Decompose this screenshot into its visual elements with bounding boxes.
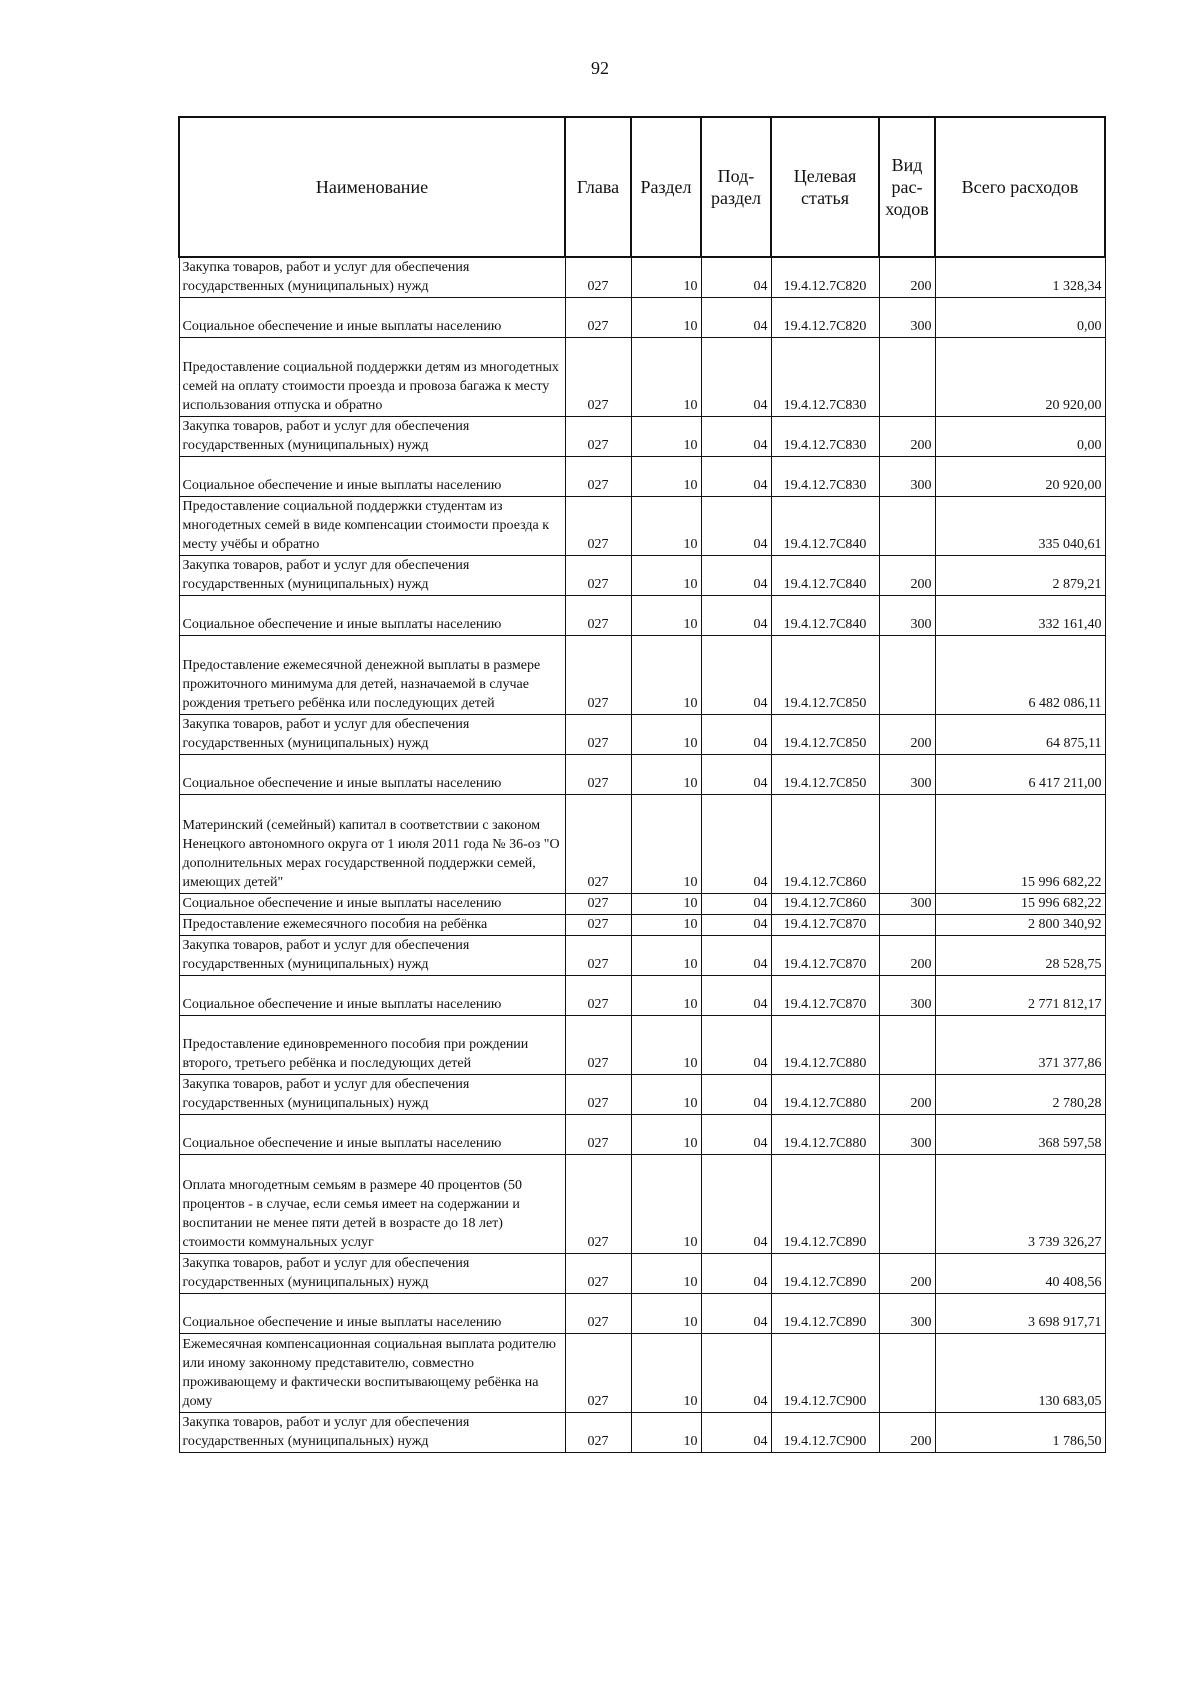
row-article: 19.4.12.7С830 <box>771 338 879 417</box>
row-total: 2 771 812,17 <box>935 976 1105 1016</box>
row-total: 2 800 340,92 <box>935 915 1105 936</box>
row-chapter: 027 <box>565 894 631 915</box>
row-name: Социальное обеспечение и иные выплаты населению <box>179 457 565 497</box>
table-body <box>179 257 1105 1453</box>
table-row <box>179 1115 1105 1155</box>
row-article: 19.4.12.7С820 <box>771 257 879 298</box>
row-expense-type <box>879 795 935 894</box>
table-row <box>179 298 1105 338</box>
row-name: Закупка товаров, работ и услуг для обеспечения государственных (муниципальных) нужд <box>179 257 565 298</box>
row-section: 10 <box>631 915 701 936</box>
row-name: Предоставление социальной поддержки детям из многодетных семей на оплату стоимости проезда и провоза багажа к месту использования отпуска и обратно <box>179 338 565 417</box>
table-row <box>179 257 1105 298</box>
row-total: 371 377,86 <box>935 1016 1105 1075</box>
row-expense-type: 200 <box>879 715 935 755</box>
row-name: Предоставление социальной поддержки студентам из многодетных семей в виде компенсации стоимости проезда к месту учёбы и обратно <box>179 497 565 556</box>
row-expense-type: 200 <box>879 1075 935 1115</box>
row-total: 368 597,58 <box>935 1115 1105 1155</box>
row-total: 3 698 917,71 <box>935 1294 1105 1334</box>
row-section: 10 <box>631 1294 701 1334</box>
row-section: 10 <box>631 636 701 715</box>
row-article: 19.4.12.7С890 <box>771 1254 879 1294</box>
table-row <box>179 338 1105 417</box>
row-chapter: 027 <box>565 1075 631 1115</box>
row-chapter: 027 <box>565 497 631 556</box>
row-name: Закупка товаров, работ и услуг для обеспечения государственных (муниципальных) нужд <box>179 417 565 457</box>
row-total: 15 996 682,22 <box>935 894 1105 915</box>
row-article: 19.4.12.7С880 <box>771 1016 879 1075</box>
row-name: Закупка товаров, работ и услуг для обеспечения государственных (муниципальных) нужд <box>179 1413 565 1453</box>
row-name: Предоставление единовременного пособия при рождении второго, третьего ребёнка и последующих детей <box>179 1016 565 1075</box>
row-section: 10 <box>631 457 701 497</box>
row-article: 19.4.12.7С890 <box>771 1294 879 1334</box>
row-subsection: 04 <box>701 556 771 596</box>
table-row <box>179 497 1105 556</box>
row-article: 19.4.12.7С840 <box>771 596 879 636</box>
table-row <box>179 1254 1105 1294</box>
row-total: 0,00 <box>935 298 1105 338</box>
row-total: 335 040,61 <box>935 497 1105 556</box>
row-chapter: 027 <box>565 976 631 1016</box>
row-subsection: 04 <box>701 755 771 795</box>
table-header-row <box>179 117 1105 257</box>
row-expense-type <box>879 338 935 417</box>
header-chapter: Глава <box>565 117 631 257</box>
row-chapter: 027 <box>565 257 631 298</box>
row-article: 19.4.12.7С840 <box>771 497 879 556</box>
budget-table <box>178 116 1106 1453</box>
row-total: 0,00 <box>935 417 1105 457</box>
table-row <box>179 1294 1105 1334</box>
row-total: 15 996 682,22 <box>935 795 1105 894</box>
row-expense-type <box>879 915 935 936</box>
row-subsection: 04 <box>701 497 771 556</box>
row-article: 19.4.12.7С850 <box>771 715 879 755</box>
row-expense-type <box>879 636 935 715</box>
row-subsection: 04 <box>701 1334 771 1413</box>
row-total: 40 408,56 <box>935 1254 1105 1294</box>
row-subsection: 04 <box>701 1155 771 1254</box>
row-total: 6 482 086,11 <box>935 636 1105 715</box>
row-subsection: 04 <box>701 1075 771 1115</box>
header-name: Наименование <box>179 117 565 257</box>
row-article: 19.4.12.7С870 <box>771 976 879 1016</box>
row-total: 6 417 211,00 <box>935 755 1105 795</box>
table-row <box>179 1075 1105 1115</box>
table-row <box>179 596 1105 636</box>
row-chapter: 027 <box>565 1294 631 1334</box>
row-chapter: 027 <box>565 936 631 976</box>
row-total: 1 328,34 <box>935 257 1105 298</box>
row-chapter: 027 <box>565 715 631 755</box>
table-row <box>179 894 1105 915</box>
row-article: 19.4.12.7С830 <box>771 457 879 497</box>
row-chapter: 027 <box>565 1016 631 1075</box>
row-section: 10 <box>631 1075 701 1115</box>
row-subsection: 04 <box>701 976 771 1016</box>
row-article: 19.4.12.7С830 <box>771 417 879 457</box>
row-expense-type: 300 <box>879 894 935 915</box>
row-chapter: 027 <box>565 1334 631 1413</box>
row-name: Социальное обеспечение и иные выплаты населению <box>179 755 565 795</box>
row-subsection: 04 <box>701 596 771 636</box>
table-row <box>179 636 1105 715</box>
row-section: 10 <box>631 1115 701 1155</box>
row-article: 19.4.12.7С870 <box>771 915 879 936</box>
row-name: Социальное обеспечение и иные выплаты населению <box>179 976 565 1016</box>
row-chapter: 027 <box>565 596 631 636</box>
row-total: 20 920,00 <box>935 338 1105 417</box>
row-total: 130 683,05 <box>935 1334 1105 1413</box>
row-name: Закупка товаров, работ и услуг для обеспечения государственных (муниципальных) нужд <box>179 715 565 755</box>
row-section: 10 <box>631 1016 701 1075</box>
row-section: 10 <box>631 755 701 795</box>
row-section: 10 <box>631 1155 701 1254</box>
row-expense-type: 300 <box>879 596 935 636</box>
row-section: 10 <box>631 556 701 596</box>
row-subsection: 04 <box>701 795 771 894</box>
row-article: 19.4.12.7С840 <box>771 556 879 596</box>
row-subsection: 04 <box>701 894 771 915</box>
row-expense-type: 300 <box>879 457 935 497</box>
row-section: 10 <box>631 417 701 457</box>
row-section: 10 <box>631 497 701 556</box>
row-section: 10 <box>631 596 701 636</box>
row-name: Материнский (семейный) капитал в соответствии с законом Ненецкого автономного округа от 1 июля 2011 года № 36-оз "О дополнительных мерах государственной поддержки семей, имеющих детей" <box>179 795 565 894</box>
row-article: 19.4.12.7С860 <box>771 795 879 894</box>
row-expense-type <box>879 1334 935 1413</box>
row-article: 19.4.12.7С880 <box>771 1115 879 1155</box>
row-total: 332 161,40 <box>935 596 1105 636</box>
row-chapter: 027 <box>565 457 631 497</box>
table-row <box>179 556 1105 596</box>
row-chapter: 027 <box>565 417 631 457</box>
row-section: 10 <box>631 1254 701 1294</box>
row-chapter: 027 <box>565 636 631 715</box>
row-expense-type: 200 <box>879 1254 935 1294</box>
row-name: Социальное обеспечение и иные выплаты населению <box>179 1294 565 1334</box>
row-total: 20 920,00 <box>935 457 1105 497</box>
row-subsection: 04 <box>701 298 771 338</box>
table-row <box>179 795 1105 894</box>
row-section: 10 <box>631 894 701 915</box>
row-chapter: 027 <box>565 915 631 936</box>
table-row <box>179 936 1105 976</box>
row-article: 19.4.12.7С880 <box>771 1075 879 1115</box>
table-row <box>179 1155 1105 1254</box>
row-expense-type: 200 <box>879 417 935 457</box>
row-chapter: 027 <box>565 1115 631 1155</box>
row-subsection: 04 <box>701 1016 771 1075</box>
row-article: 19.4.12.7С900 <box>771 1413 879 1453</box>
row-subsection: 04 <box>701 936 771 976</box>
row-article: 19.4.12.7С870 <box>771 936 879 976</box>
row-name: Оплата многодетным семьям в размере 40 процентов (50 процентов - в случае, если семья имеет на содержании и воспитании не менее пяти детей в возрасте до 18 лет) стоимости коммунальных услуг <box>179 1155 565 1254</box>
table-row <box>179 1334 1105 1413</box>
row-name: Закупка товаров, работ и услуг для обеспечения государственных (муниципальных) нужд <box>179 1254 565 1294</box>
row-expense-type: 300 <box>879 1115 935 1155</box>
row-expense-type: 300 <box>879 298 935 338</box>
header-section: Раздел <box>631 117 701 257</box>
row-subsection: 04 <box>701 1294 771 1334</box>
row-article: 19.4.12.7С850 <box>771 755 879 795</box>
table-row <box>179 1016 1105 1075</box>
row-section: 10 <box>631 1334 701 1413</box>
row-name: Социальное обеспечение и иные выплаты населению <box>179 1115 565 1155</box>
row-name: Закупка товаров, работ и услуг для обеспечения государственных (муниципальных) нужд <box>179 936 565 976</box>
row-expense-type: 200 <box>879 556 935 596</box>
row-section: 10 <box>631 1413 701 1453</box>
row-section: 10 <box>631 976 701 1016</box>
row-total: 1 786,50 <box>935 1413 1105 1453</box>
row-expense-type: 300 <box>879 755 935 795</box>
row-article: 19.4.12.7С890 <box>771 1155 879 1254</box>
row-chapter: 027 <box>565 1254 631 1294</box>
table-row <box>179 457 1105 497</box>
row-section: 10 <box>631 936 701 976</box>
row-chapter: 027 <box>565 1413 631 1453</box>
header-total: Всего расходов <box>935 117 1105 257</box>
row-article: 19.4.12.7С860 <box>771 894 879 915</box>
row-section: 10 <box>631 338 701 417</box>
row-subsection: 04 <box>701 915 771 936</box>
row-total: 64 875,11 <box>935 715 1105 755</box>
row-subsection: 04 <box>701 1254 771 1294</box>
row-chapter: 027 <box>565 795 631 894</box>
row-expense-type: 200 <box>879 257 935 298</box>
row-name: Социальное обеспечение и иные выплаты населению <box>179 596 565 636</box>
row-chapter: 027 <box>565 556 631 596</box>
row-section: 10 <box>631 298 701 338</box>
row-section: 10 <box>631 795 701 894</box>
row-name: Социальное обеспечение и иные выплаты населению <box>179 894 565 915</box>
row-subsection: 04 <box>701 257 771 298</box>
row-subsection: 04 <box>701 338 771 417</box>
row-total: 28 528,75 <box>935 936 1105 976</box>
row-total: 2 879,21 <box>935 556 1105 596</box>
row-name: Социальное обеспечение и иные выплаты населению <box>179 298 565 338</box>
header-expense-type: Вид рас-ходов <box>879 117 935 257</box>
row-section: 10 <box>631 257 701 298</box>
table-row <box>179 755 1105 795</box>
row-expense-type <box>879 497 935 556</box>
row-article: 19.4.12.7С820 <box>771 298 879 338</box>
header-target-article: Целевая статья <box>771 117 879 257</box>
row-chapter: 027 <box>565 1155 631 1254</box>
row-subsection: 04 <box>701 417 771 457</box>
row-expense-type <box>879 1016 935 1075</box>
row-name: Предоставление ежемесячного пособия на ребёнка <box>179 915 565 936</box>
row-expense-type: 200 <box>879 936 935 976</box>
table-row <box>179 976 1105 1016</box>
table-row <box>179 417 1105 457</box>
header-subsection: Под-раздел <box>701 117 771 257</box>
row-article: 19.4.12.7С900 <box>771 1334 879 1413</box>
row-subsection: 04 <box>701 457 771 497</box>
row-name: Ежемесячная компенсационная социальная выплата родителю или иному законному представителю, совместно проживающему и фактически воспитывающему ребёнка на дому <box>179 1334 565 1413</box>
table-row <box>179 1413 1105 1453</box>
row-subsection: 04 <box>701 1115 771 1155</box>
page-number: 92 <box>591 58 609 78</box>
row-name: Предоставление ежемесячной денежной выплаты в размере прожиточного минимума для детей, назначаемой в случае рождения третьего ребёнка или последующих детей <box>179 636 565 715</box>
row-article: 19.4.12.7С850 <box>771 636 879 715</box>
row-expense-type: 300 <box>879 1294 935 1334</box>
row-chapter: 027 <box>565 338 631 417</box>
row-chapter: 027 <box>565 298 631 338</box>
row-subsection: 04 <box>701 1413 771 1453</box>
row-expense-type: 300 <box>879 976 935 1016</box>
row-chapter: 027 <box>565 755 631 795</box>
row-total: 2 780,28 <box>935 1075 1105 1115</box>
row-name: Закупка товаров, работ и услуг для обеспечения государственных (муниципальных) нужд <box>179 1075 565 1115</box>
table-row <box>179 915 1105 936</box>
row-subsection: 04 <box>701 715 771 755</box>
row-expense-type: 200 <box>879 1413 935 1453</box>
row-name: Закупка товаров, работ и услуг для обеспечения государственных (муниципальных) нужд <box>179 556 565 596</box>
table-row <box>179 715 1105 755</box>
row-total: 3 739 326,27 <box>935 1155 1105 1254</box>
row-section: 10 <box>631 715 701 755</box>
row-subsection: 04 <box>701 636 771 715</box>
row-expense-type <box>879 1155 935 1254</box>
